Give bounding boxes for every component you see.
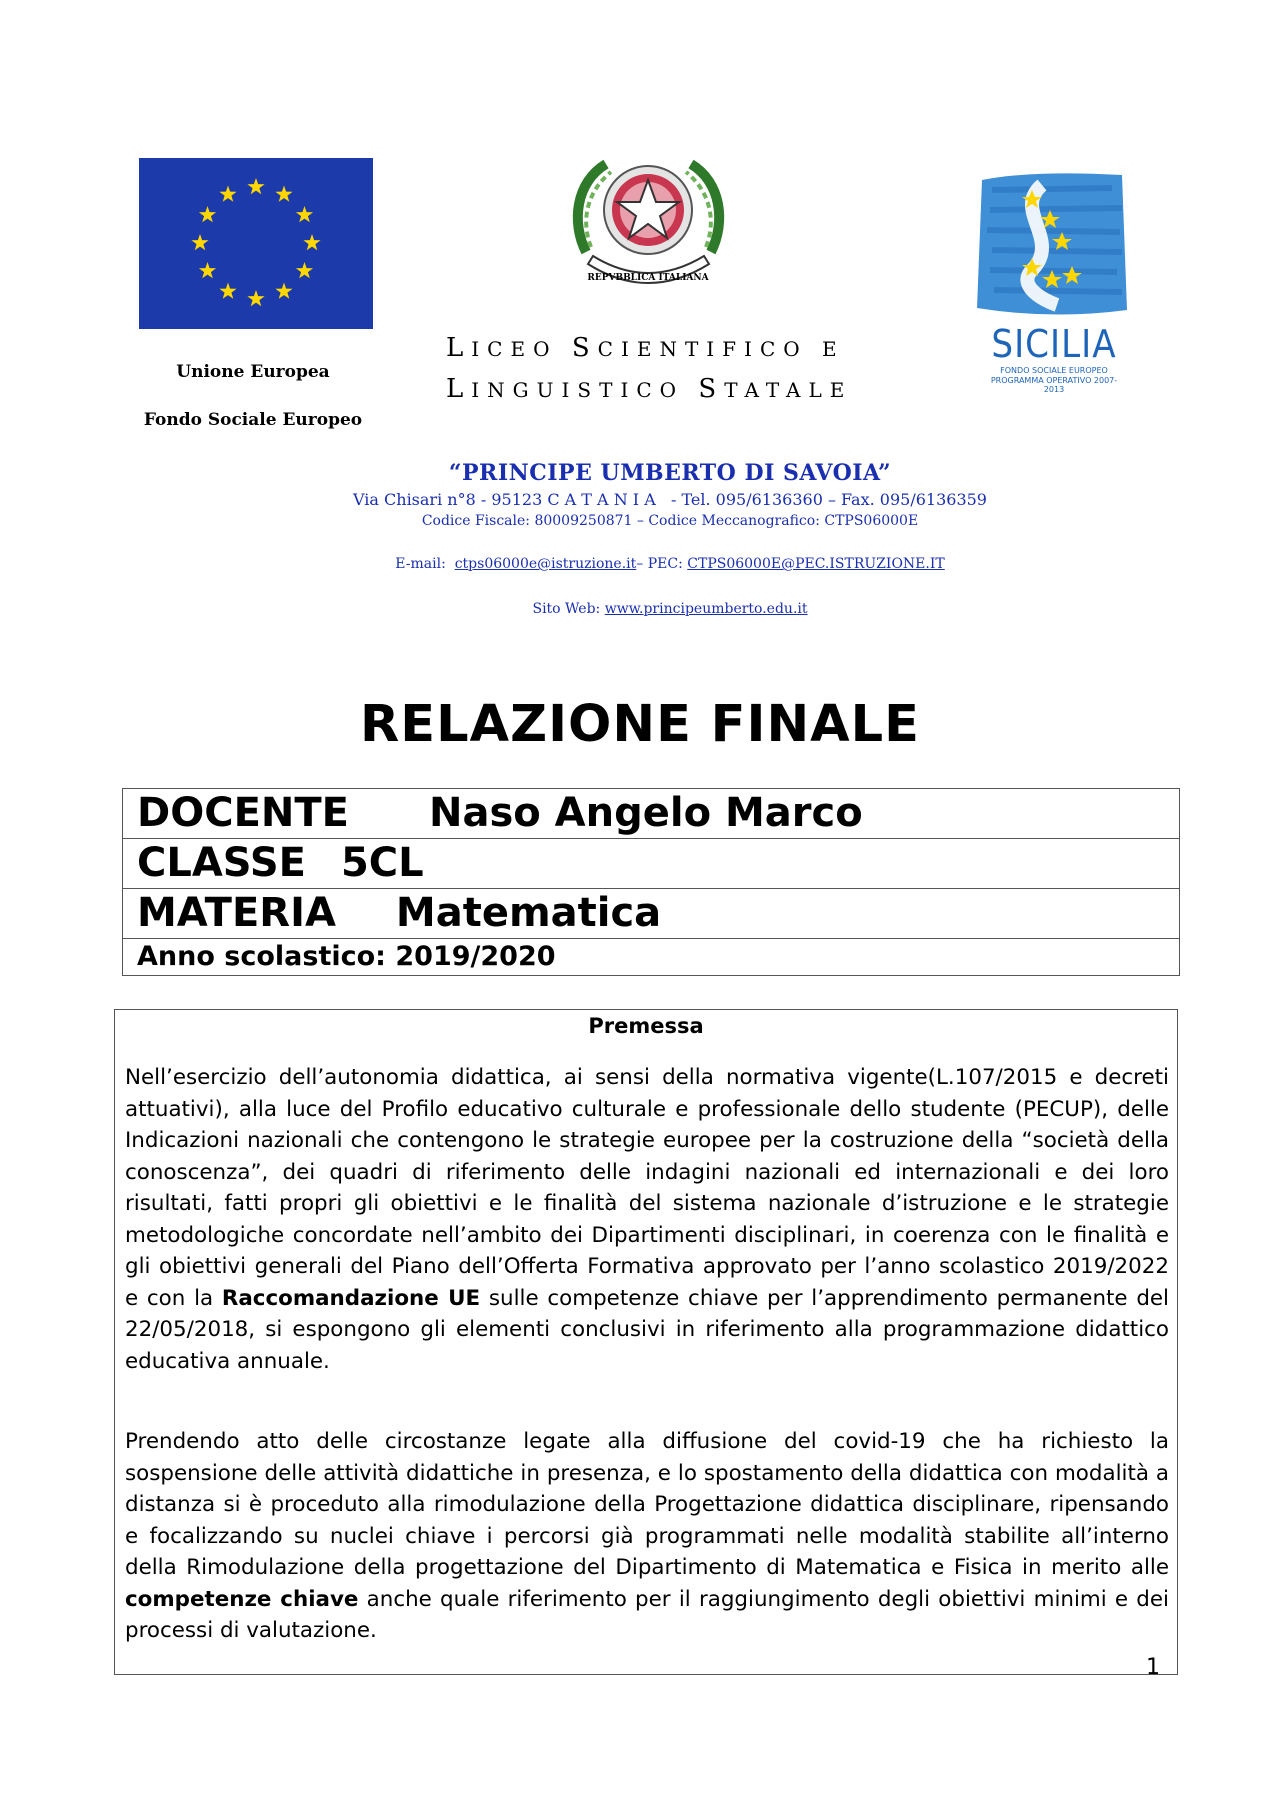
email-line [300, 556, 1040, 572]
docente-label: DOCENTE [137, 790, 349, 836]
eu-flag-logo [139, 158, 373, 329]
web-link[interactable]: www.principeumberto.edu.it [604, 601, 808, 617]
premessa-title: Premessa [588, 1014, 704, 1038]
classe-row [123, 839, 1179, 889]
page-number: 1 [1146, 1655, 1160, 1680]
eu-star-icon [191, 234, 208, 250]
school-type-line-1: LICEO SCIENTIFICO E [446, 333, 845, 363]
eu-star-icon [219, 283, 236, 299]
competenze-chiave-bold: competenze chiave [125, 1586, 359, 1612]
sicilia-logo-text: SICILIA [991, 322, 1117, 366]
eu-star-icon [199, 206, 216, 222]
sicilia-logo-sub-1: FONDO SOCIALE EUROPEO [1000, 366, 1108, 375]
sicilia-logo-sub-2: PROGRAMMA OPERATIVO 2007-2013 [990, 376, 1118, 394]
pec-label: – PEC: [636, 556, 683, 572]
school-address: Via Chisari n°8 - 95123 C A T A N I A - Tel. 095/6136360 – Fax. 095/6136359 [353, 490, 987, 509]
materia-row [123, 889, 1179, 939]
classe-label: CLASSE [137, 840, 306, 886]
eu-star-icon [303, 234, 320, 250]
eu-star-icon [199, 262, 216, 278]
svg-text:REPVBBLICA ITALIANA: REPVBBLICA ITALIANA [587, 273, 709, 283]
italian-republic-emblem [566, 152, 731, 297]
eu-star-icon [275, 186, 292, 202]
eu-star-icon [275, 283, 292, 299]
sicilia-fse-logo [972, 170, 1132, 394]
info-table [122, 788, 1180, 976]
raccomandazione-ue-bold: Raccomandazione UE [221, 1285, 481, 1311]
eu-star-icon [247, 290, 264, 306]
eu-star-icon [247, 178, 264, 194]
eu-stars-icon [139, 158, 373, 329]
web-label: Sito Web: [532, 601, 601, 617]
eu-star-icon [296, 206, 313, 222]
email-link[interactable]: ctps06000e@istruzione.it [454, 556, 637, 572]
document-title: RELAZIONE FINALE [360, 695, 920, 754]
eu-star-icon [296, 262, 313, 278]
premessa-paragraph-1: Nell’esercizio dell’autonomia didattica, ai sensi della normativa vigente(L.107/2015 e decreti attuativi), alla luce del Profilo educativo culturale e professionale dello studente (PECUP), delle Indicazioni nazionali che contengono le strategie europee per la costruzione della “società della conoscenza”, dei quadri di riferimento delle indagini nazionali ed internazionali e dei loro risultati, fatti propri gli obiettivi e le finalità del sistema nazionale d’istruzione e le strategie metodologiche concordate nell’ambito dei Dipartimenti disciplinari, in coerenza con le finalità e gli obiettivi generali del Piano dell’Offerta Formativa approvato per l’anno scolastico 2019/2022 e con la Raccomandazione UE sulle competenze chiave per l’apprendimento permanente del 22/05/2018, si espongono gli elementi conclusivi in riferimento alla programmazione didattico educativa annuale. [125, 1065, 1169, 1374]
pec-link[interactable]: CTPS06000E@PEC.ISTRUZIONE.IT [687, 556, 945, 572]
premessa-box [114, 1009, 1178, 1675]
docente-row [123, 789, 1179, 839]
premessa-paragraph-2: Prendendo atto delle circostanze legate alla diffusione del covid-19 che ha richiesto la sospensione delle attività didattiche in presenza, e lo spostamento della didattica con modalità a distanza si è proceduto alla rimodulazione della Progettazione didattica disciplinare, ripensando e focalizzando su nuclei chiave i percorsi già programmati nelle modalità stabilite all’interno della Rimodulazione della progettazione del Dipartimento di Matematica e Fisica in merito alle competenze chiave anche quale riferimento per il raggiungimento degli obiettivi minimi e dei processi di valutazione. [125, 1429, 1169, 1643]
email-label: E-mail: [395, 556, 446, 572]
anno-row: Anno scolastico: 2019/2020 [137, 941, 556, 972]
school-type-line-2: LINGUISTICO STATALE [446, 374, 853, 404]
eu-star-icon [219, 186, 236, 202]
eu-caption-union: Unione Europea [176, 362, 330, 382]
materia-value: Matematica [395, 890, 662, 936]
school-fiscal-codes: Codice Fiscale: 80009250871 – Codice Meccanografico: CTPS06000E [421, 513, 919, 529]
classe-value: 5CL [340, 840, 424, 886]
school-name: “PRINCIPE UMBERTO DI SAVOIA” [448, 460, 892, 486]
materia-label: MATERIA [137, 890, 336, 936]
web-line [300, 601, 1040, 617]
eu-caption-fund: Fondo Sociale Europeo [143, 410, 363, 430]
docente-value: Naso Angelo Marco [428, 790, 863, 836]
